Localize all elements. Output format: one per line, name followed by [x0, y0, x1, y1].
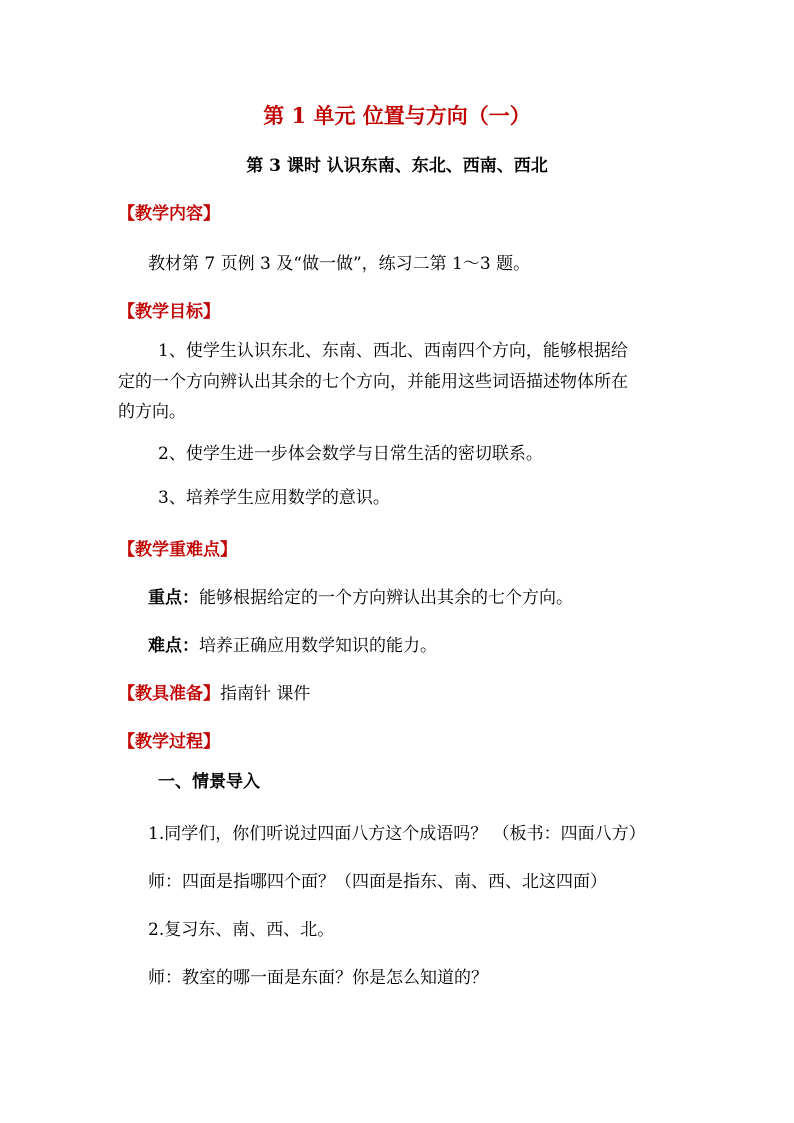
- goal-3: 3、培养学生应用数学的意识。: [158, 488, 390, 508]
- lesson-subtitle: 第 3 课时 认识东南、东北、西南、西北: [246, 156, 548, 176]
- process-part-1: 一、情景导入: [158, 772, 260, 792]
- document-title: 第 1 单元 位置与方向（一）: [263, 103, 531, 128]
- difficult-point-label: 难点：: [148, 636, 199, 656]
- section-heading-goals: 【教学目标】: [118, 302, 220, 322]
- key-point-label: 重点：: [148, 588, 199, 608]
- section-heading-content: 【教学内容】: [118, 204, 220, 224]
- tools-text: 指南针 课件: [220, 684, 311, 704]
- key-point-text: 能够根据给定的一个方向辨认出其余的七个方向。: [199, 588, 573, 608]
- process-paragraph-4: 师：教室的哪一面是东面？你是怎么知道的？: [148, 968, 488, 988]
- section-heading-tools: 【教具准备】: [118, 684, 220, 704]
- difficult-point-text: 培养正确应用数学知识的能力。: [199, 636, 437, 656]
- tools-line: [118, 682, 310, 706]
- difficult-point: [148, 634, 437, 658]
- goal-2: 2、使学生进一步体会数学与日常生活的密切联系。: [158, 444, 543, 464]
- process-paragraph-2: 师：四面是指哪四个面？（四面是指东、南、西、北这四面）: [148, 872, 607, 892]
- goal-1-line-2: 定的一个方向辨认出其余的七个方向，并能用这些词语描述物体所在: [118, 372, 628, 392]
- section-heading-process: 【教学过程】: [118, 732, 220, 752]
- content-text: 教材第 7 页例 3 及“做一做”，练习二第 1～3 题。: [148, 254, 531, 274]
- section-heading-difficulty: 【教学重难点】: [118, 540, 237, 560]
- key-point: [148, 586, 573, 610]
- process-paragraph-1: 1.同学们，你们听说过四面八方这个成语吗？ （板书：四面八方）: [148, 824, 646, 844]
- process-paragraph-3: 2.复习东、南、西、北。: [148, 920, 335, 940]
- goal-1-line-3: 的方向。: [118, 402, 186, 422]
- goal-1-line-1: 1、使学生认识东北、东南、西北、西南四个方向，能够根据给: [158, 341, 628, 361]
